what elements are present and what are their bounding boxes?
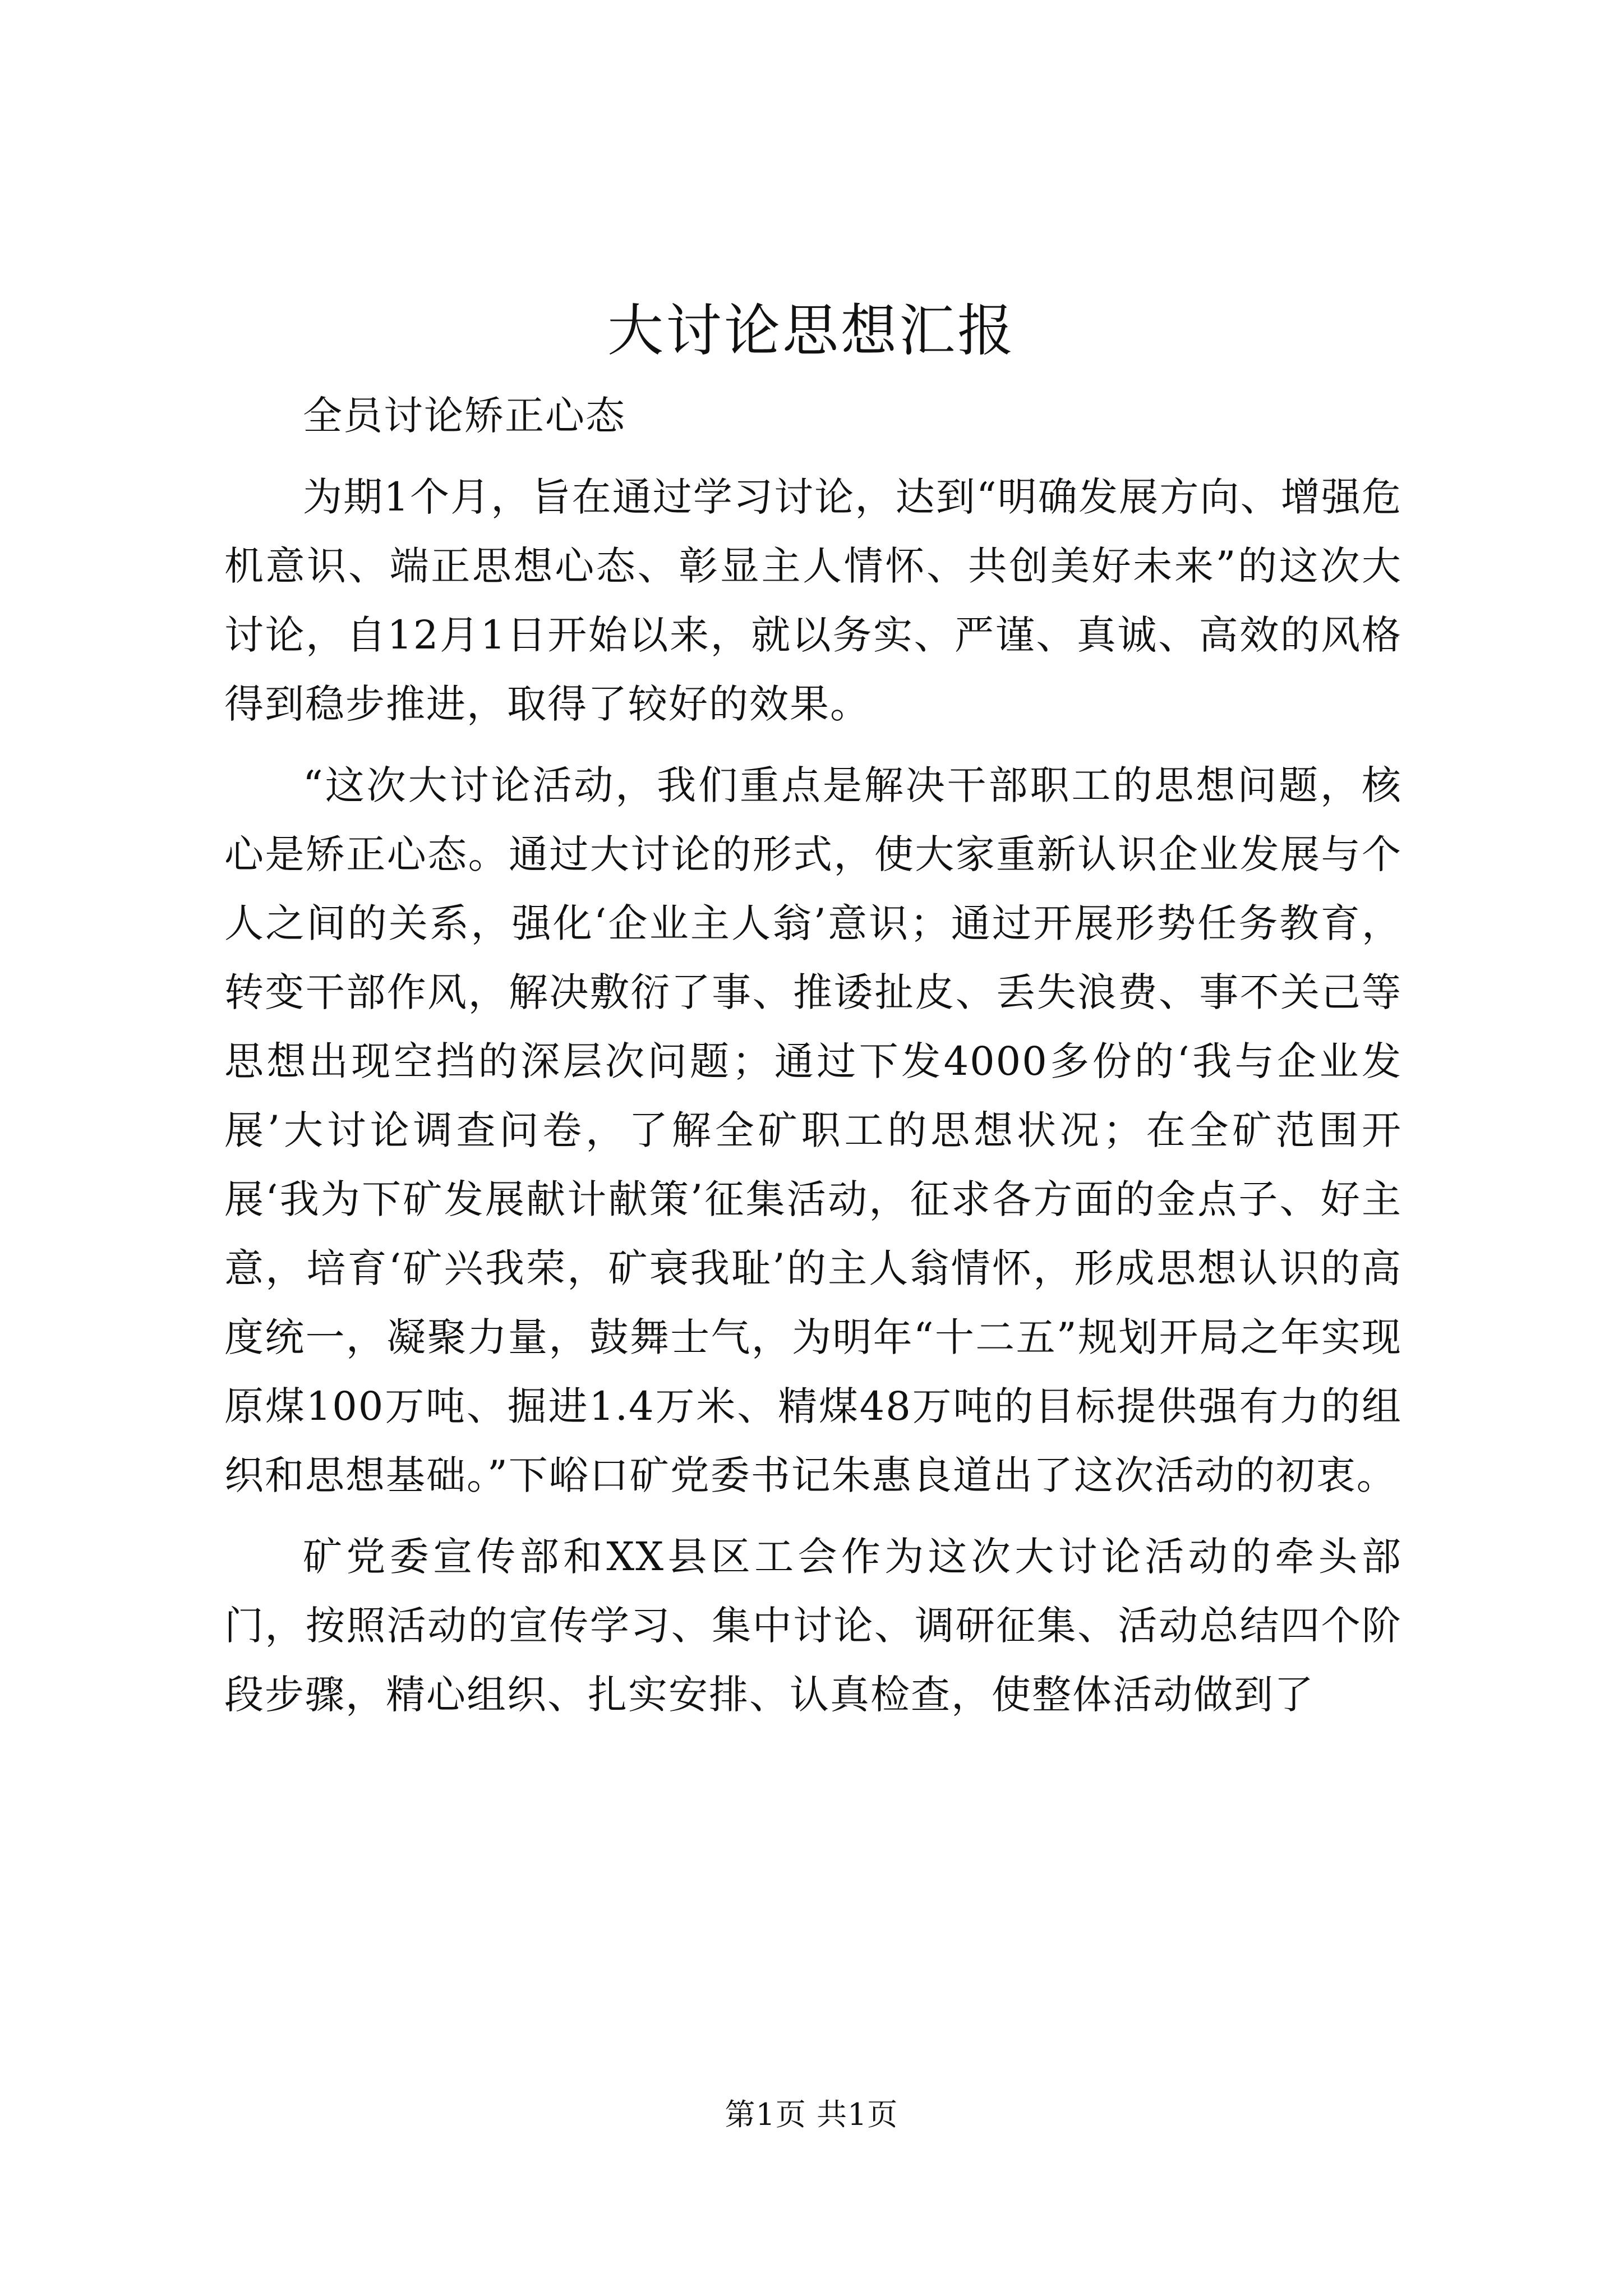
paragraph-3: 矿党委宣传部和XX县区工会作为这次大讨论活动的牵头部门，按照活动的宣传学习、集中讨论、调研征集、活动总结四个阶段步骤，精心组织、扎实安排、认真检查，使整体活动做到了 [224,1534,1402,1718]
paragraph-2: “这次大讨论活动，我们重点是解决干部职工的思想问题，核心是矫正心态。通过大讨论的形式，使大家重新认识企业发展与个人之间的关系，强化‘企业主人翁’意识；通过开展形势任务教育，转变干部作风，解决敷衍了事、推诿扯皮、丢失浪费、事不关己等思想出现空挡的深层次问题；通过下发4000多份的‘我与企业发展’大讨论调查问卷，了解全矿职工的思想状况；在全矿范围开展‘我为下矿发展献计献策’征集活动，征求各方面的金点子、好主意，培育‘矿兴我荣，矿衰我耻’的主人翁情怀，形成思想认识的高度统一，凝聚力量，鼓舞士气，为明年“十二五”规划开局之年实现原煤100万吨、掘进1.4万米、精煤48万吨的目标提供强有力的组织和思想基础。”下峪口矿党委书记朱惠良道出了这次活动的初衷。 [224,762,1402,1498]
document-subtitle: 全员讨论矫正心态 [303,393,626,439]
paragraph-1: 为期1个月，旨在通过学习讨论，达到“明确发展方向、增强危机意识、端正思想心态、彰显主人情怀、共创美好未来”的这次大讨论，自12月1日开始以来，就以务实、严谨、真诚、高效的风格得到稳步推进，取得了较好的效果。 [224,474,1402,727]
document-body [224,381,1402,1729]
page-number-footer: 第1页 共1页 [725,2097,898,2132]
page-title: 大讨论思想汇报 [607,298,1016,364]
